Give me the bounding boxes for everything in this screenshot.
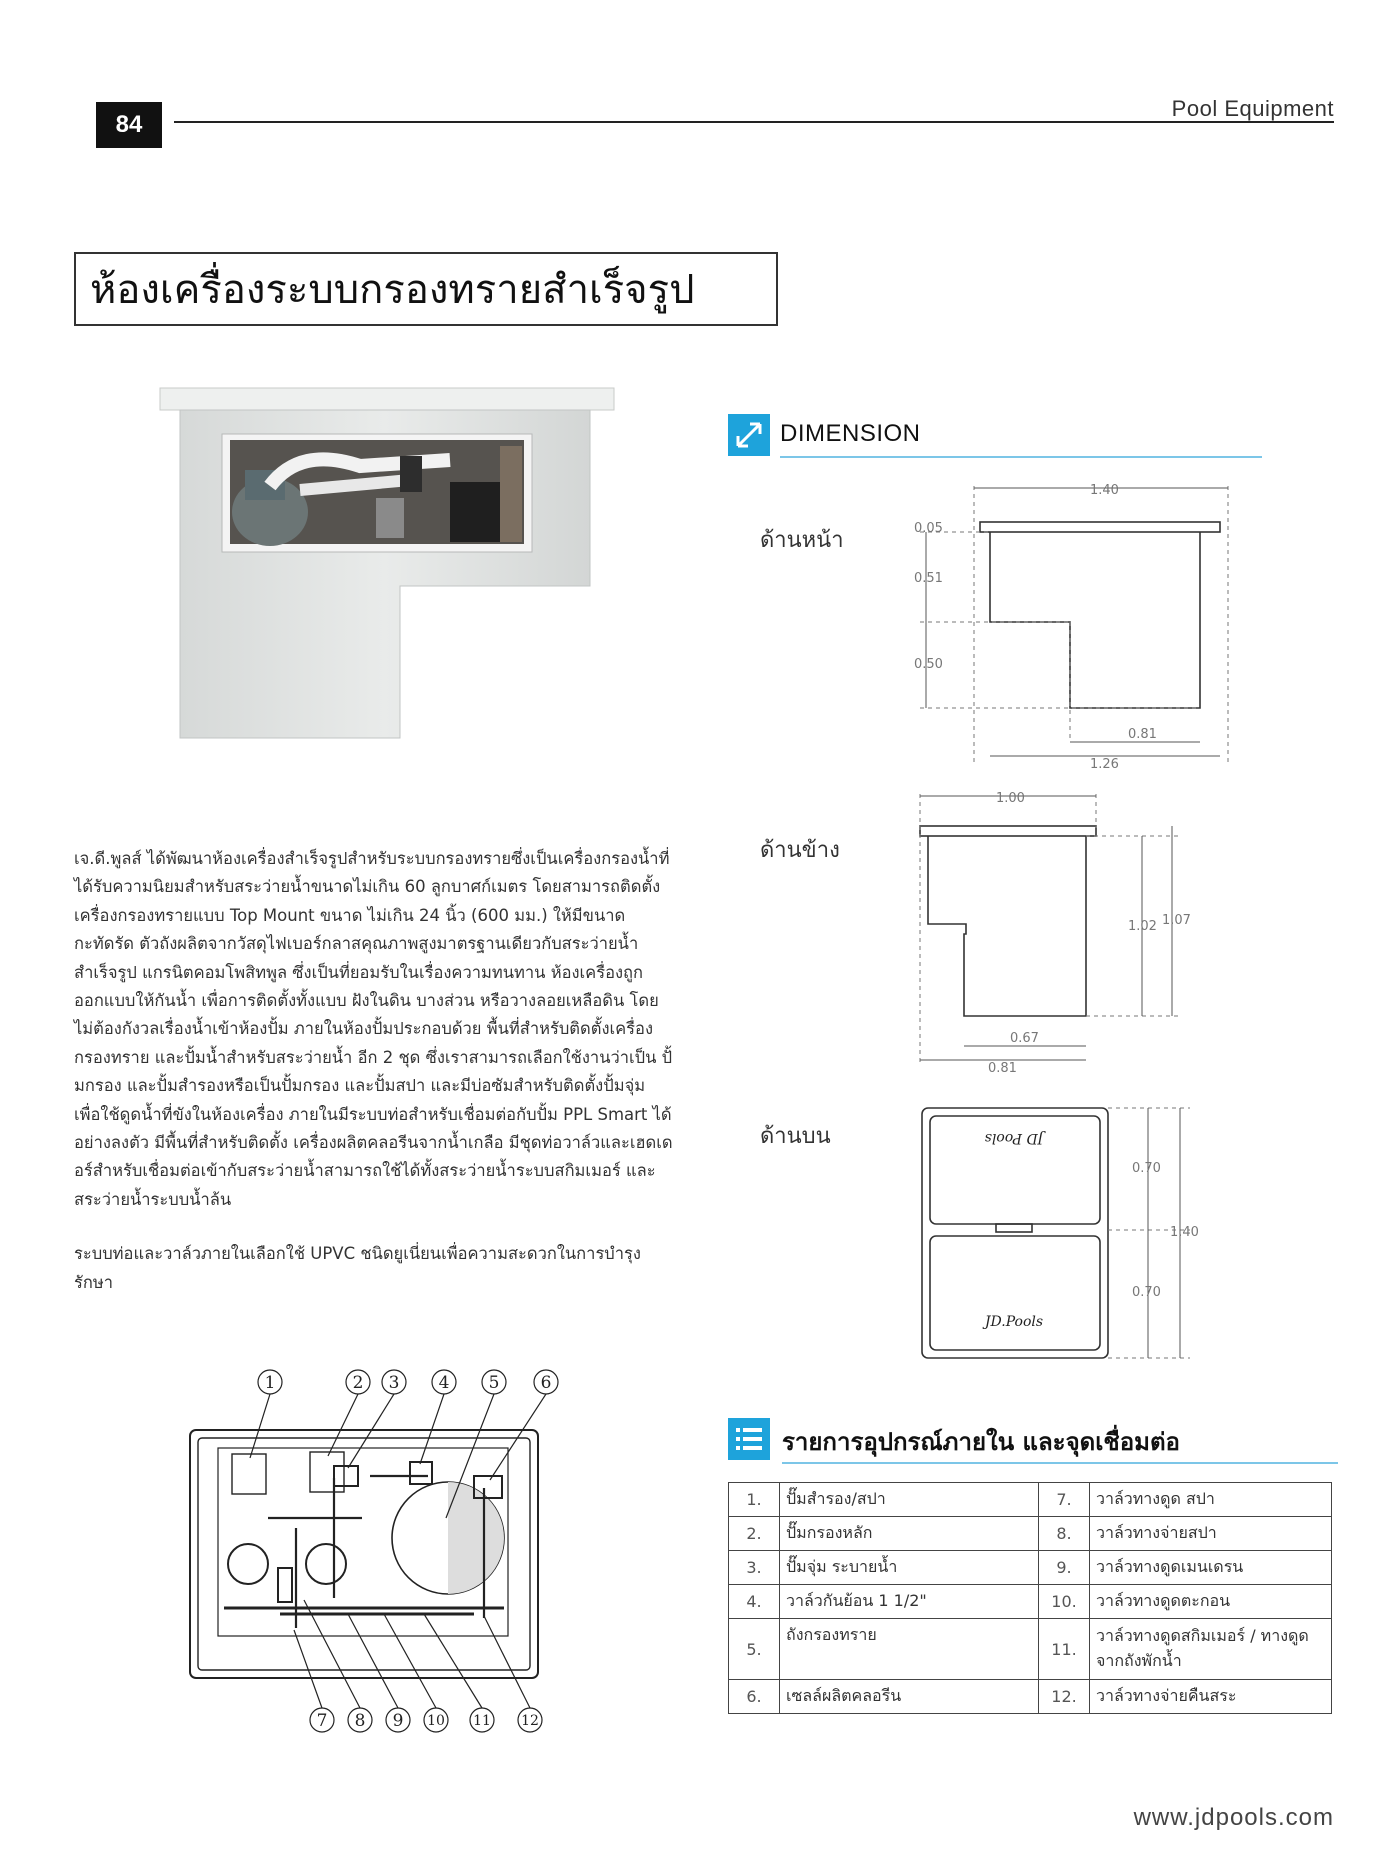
front-view-drawing [900, 472, 1240, 772]
parts-list-heading [728, 1418, 1338, 1466]
callout-9: 9 [392, 1711, 404, 1731]
front-view-label: ด้านหน้า [760, 528, 844, 553]
callout-3: 3 [388, 1373, 400, 1393]
top-view-drawing [910, 1098, 1210, 1368]
pipework-schematic [184, 1368, 552, 1738]
footer-url: www.jdpools.com [1133, 1804, 1334, 1831]
table-row [729, 1680, 1332, 1714]
part-name: ปั๊มจุ่ม ระบายน้ำ [780, 1551, 1039, 1585]
dimension-rule [780, 456, 1262, 458]
part-number: 10. [1039, 1585, 1090, 1619]
dimension-heading [728, 414, 1262, 458]
page-title [74, 252, 778, 326]
side-dim-depth: 1.00 [996, 791, 1025, 806]
part-number: 1. [729, 1483, 780, 1517]
part-number: 4. [729, 1585, 780, 1619]
part-number: 9. [1039, 1551, 1090, 1585]
table-row [729, 1483, 1332, 1517]
callout-8: 8 [354, 1711, 366, 1731]
top-dim-upper: 0.70 [1132, 1161, 1161, 1176]
callout-4: 4 [438, 1373, 450, 1393]
front-dim-lip: 0.05 [914, 521, 943, 536]
page-number: 84 [96, 102, 162, 148]
callout-10: 10 [427, 1713, 445, 1729]
callout-6: 6 [540, 1373, 552, 1393]
front-dim-lower: 0.50 [914, 657, 943, 672]
page-title-text: ห้องเครื่องระบบกรองทรายสำเร็จรูป [90, 267, 695, 313]
table-row [729, 1619, 1332, 1680]
top-dim-total: 1.40 [1170, 1225, 1199, 1240]
part-name: วาล์วทางดูด สปา [1090, 1483, 1332, 1517]
front-dim-sump: 0.81 [1128, 727, 1157, 742]
callout-1: 1 [264, 1373, 276, 1393]
header-rule [174, 121, 1334, 123]
side-dim-body-height: 1.02 [1128, 919, 1157, 934]
side-view-drawing [910, 784, 1210, 1074]
top-dim-lower: 0.70 [1132, 1285, 1161, 1300]
part-name: วาล์วกันย้อน 1 1/2" [780, 1585, 1039, 1619]
part-number: 2. [729, 1517, 780, 1551]
side-dim-total-height: 1.07 [1162, 913, 1191, 928]
front-dim-body: 1.26 [1090, 757, 1119, 772]
part-name: วาล์วทางจ่ายสปา [1090, 1517, 1332, 1551]
part-name: วาล์วทางดูดสกิมเมอร์ / ทางดูดจากถังพักน้ำ [1090, 1619, 1332, 1680]
part-name: วาล์วทางดูดเมนเดรน [1090, 1551, 1332, 1585]
description [74, 845, 674, 1323]
bottom-lid-logo: JD.Pools [984, 1314, 1044, 1330]
table-row [729, 1517, 1332, 1551]
description-paragraph-1: เจ.ดี.พูลส์ ได้พัฒนาห้องเครื่องสำเร็จรูปสำหรับระบบกรองทรายซึ่งเป็นเครื่องกรองน้ำที่ได้รับความนิยมสำหรับสระว่ายน้ำขนาดไม่เกิน 60 ลูกบาศก์เมตร โดยสามารถติดตั้งเครื่องกรองทรายแบบ Top Mount ขนาด ไม่เกิน 24 นิ้ว (600 มม.) ให้มีขนาดกะทัดรัด ตัวถังผลิตจากวัสดุไฟเบอร์กลาสคุณภาพสูงมาตรฐานเดียวกับสระว่ายน้ำสำเร็จรูป แกรนิตคอมโพสิทพูล ซึ่งเป็นที่ยอมรับในเรื่องความทนทาน ห้องเครื่องถูกออกแบบให้กันน้ำ เพื่อการติดตั้งทั้งแบบ ฝังในดิน บางส่วน หรือวางลอยเหลือดิน โดยไม่ต้องกังวลเรื่องน้ำเข้าห้องปั้ม ภายในห้องปั้มประกอบด้วย พื้นที่สำหรับติดตั้งเครื่องกรองทราย และปั้มน้ำสำหรับสระว่ายน้ำ อีก 2 ชุด ซึ่งเราสามารถเลือกใช้งานว่าเป็น ปั้มกรอง และปั้มสำรองหรือเป็นปั้มกรอง และปั้มสปา และมีบ่อซัมสำหรับติดตั้งปั้มจุ่ม เพื่อใช้ดูดน้ำที่ขังในห้องเครื่อง ภายในมีระบบท่อสำหรับเชื่อมต่อกับปั้ม PPL Smart ได้อย่างลงตัว มีพื้นที่สำหรับติดตั้ง เครื่องผลิตคลอรีนจากน้ำเกลือ มีชุดท่อวาล์วและเฮดเดอร์สำหรับเชื่อมต่อเข้ากับสระว่ายน้ำสามารถใช้ได้ทั้งสระว่ายน้ำระบบสกิมเมอร์ และสระว่ายน้ำระบบน้ำล้น [74, 849, 673, 1209]
part-number: 8. [1039, 1517, 1090, 1551]
part-name: วาล์วทางจ่ายคืนสระ [1090, 1680, 1332, 1714]
part-name: วาล์วทางดูดตะกอน [1090, 1585, 1332, 1619]
table-row [729, 1551, 1332, 1585]
part-name: ปั๊มสำรอง/สปา [780, 1483, 1039, 1517]
top-lid-logo: JD Pools [984, 1130, 1044, 1146]
parts-list-title: รายการอุปกรณ์ภายใน และจุดเชื่อมต่อ [782, 1428, 1180, 1456]
table-row [729, 1585, 1332, 1619]
parts-list-rule [782, 1462, 1338, 1464]
callout-7: 7 [316, 1711, 328, 1731]
part-number: 3. [729, 1551, 780, 1585]
top-view-label: ด้านบน [760, 1124, 831, 1149]
equipment-room-photo [150, 386, 620, 746]
dimension-label: DIMENSION [780, 420, 921, 447]
resize-arrow-icon [728, 414, 770, 456]
front-dim-width: 1.40 [1090, 483, 1119, 498]
part-number: 12. [1039, 1680, 1090, 1714]
part-name: เซลล์ผลิตคลอรีน [780, 1680, 1039, 1714]
part-name: ปั๊มกรองหลัก [780, 1517, 1039, 1551]
part-name: ถังกรองทราย [780, 1619, 1039, 1680]
front-dim-upper: 0.51 [914, 571, 943, 586]
side-dim-overall: 0.81 [988, 1061, 1017, 1076]
description-paragraph-2: ระบบท่อและวาล์วภายในเลือกใช้ UPVC ชนิดยูเนี่ยนเพื่อความสะดวกในการบำรุงรักษา [74, 1244, 641, 1292]
callout-5: 5 [488, 1373, 500, 1393]
part-number: 6. [729, 1680, 780, 1714]
parts-table [728, 1482, 1332, 1714]
list-icon [728, 1418, 770, 1460]
part-number: 7. [1039, 1483, 1090, 1517]
callout-2: 2 [352, 1373, 364, 1393]
part-number: 5. [729, 1619, 780, 1680]
callout-12: 12 [521, 1713, 539, 1729]
side-view-label: ด้านข้าง [760, 838, 840, 863]
part-number: 11. [1039, 1619, 1090, 1680]
section-name: Pool Equipment [1171, 96, 1334, 121]
side-dim-base: 0.67 [1010, 1031, 1039, 1046]
callout-11: 11 [473, 1713, 491, 1729]
